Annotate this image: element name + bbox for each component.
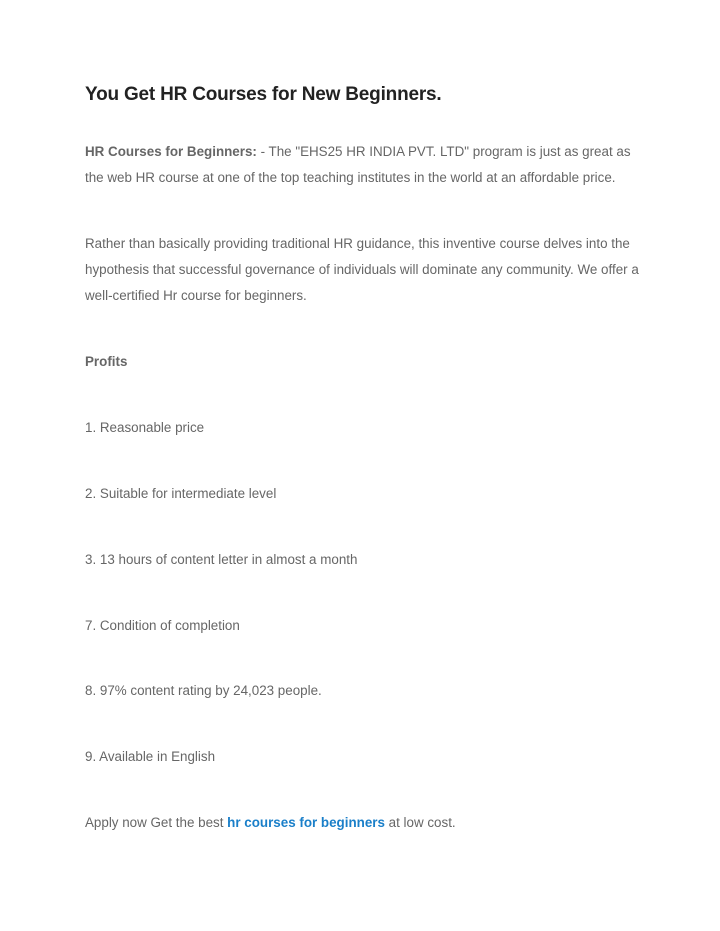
list-item: 9. Available in English	[85, 749, 216, 764]
cta-text-before: Apply now Get the best	[85, 815, 228, 830]
cta-text-after: at low cost.	[384, 815, 456, 830]
courses-link[interactable]: hr courses for beginners	[227, 815, 385, 830]
intro-text: - The "EHS25 HR INDIA PVT. LTD" program is just as great as the web HR course at one of the top teaching institutes in the world at an affordable price.	[85, 144, 631, 185]
profits-heading: Profits	[85, 354, 128, 369]
page-title: You Get HR Courses for New Beginners.	[85, 84, 442, 105]
list-item: 1. Reasonable price	[85, 420, 205, 435]
body-paragraph: Rather than basically providing traditional HR guidance, this inventive course delves into the hypothesis that successful governance of individuals will dominate any community. We offer a well-certified Hr course for beginners.	[85, 236, 639, 303]
list-item: 8. 97% content rating by 24,023 people.	[85, 683, 322, 698]
cta-line	[85, 810, 456, 836]
list-item: 2. Suitable for intermediate level	[85, 486, 277, 501]
list-item: 3. 13 hours of content letter in almost a month	[85, 552, 358, 567]
intro-paragraph	[85, 139, 645, 191]
list-item: 7. Condition of completion	[85, 618, 240, 633]
intro-label: HR Courses for Beginners:	[85, 144, 257, 159]
